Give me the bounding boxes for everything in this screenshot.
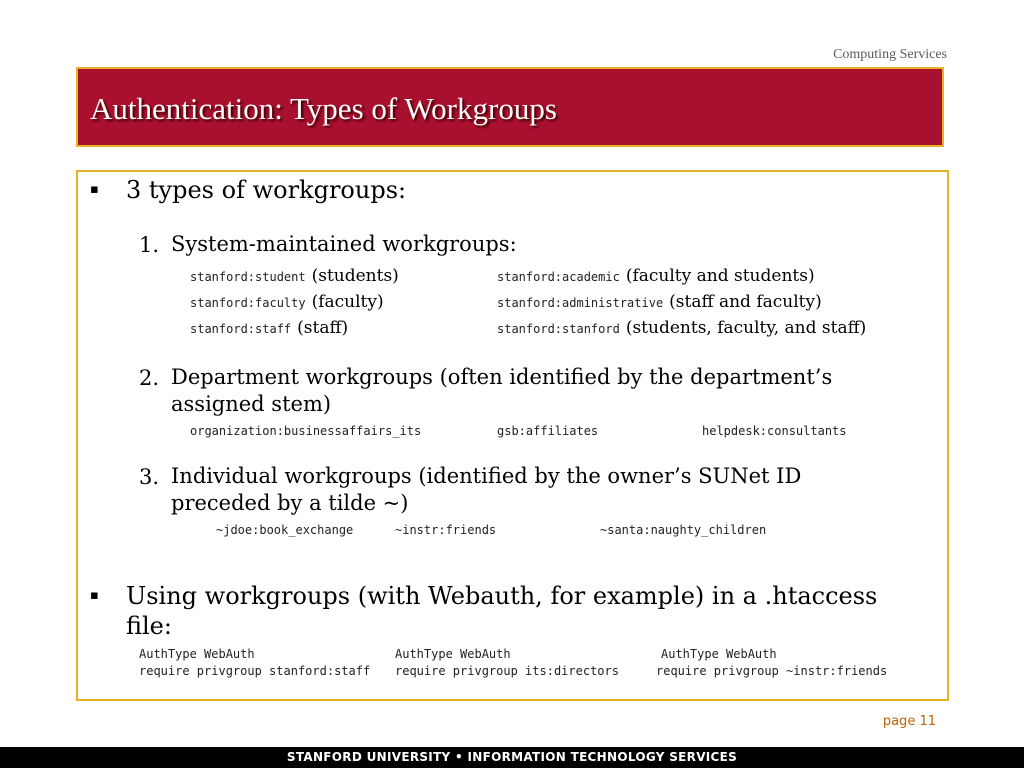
footer-banner-text: STANFORD UNIVERSITY • INFORMATION TECHNOLOGY SERVICES — [286, 750, 738, 764]
group-code: stanford:staff — [190, 322, 292, 336]
group-row — [497, 266, 815, 286]
bullet-marker-1: ▪ — [90, 182, 99, 197]
htaccess-line: require privgroup its:directors — [395, 664, 619, 678]
individual-example: ~jdoe:book_exchange — [216, 523, 354, 537]
group-desc: (staff) — [297, 318, 349, 338]
item-1-heading: System-maintained workgroups: — [171, 232, 517, 256]
htaccess-line: require privgroup stanford:staff — [139, 664, 371, 678]
individual-example: ~instr:friends — [395, 523, 497, 537]
department-example: organization:businessaffairs_its — [190, 424, 422, 438]
bullet-marker-2: ▪ — [90, 588, 99, 603]
group-row — [497, 292, 822, 312]
bullet-2-text-line1: Using workgroups (with Webauth, for example) in a .htaccess — [126, 582, 878, 610]
department-example: gsb:affiliates — [497, 424, 599, 438]
bullet-2-text-line2: file: — [126, 612, 172, 640]
brand-label: Computing Services — [833, 47, 947, 62]
htaccess-line: require privgroup ~instr:friends — [656, 664, 888, 678]
footer-banner — [0, 747, 1024, 768]
htaccess-line: AuthType WebAuth — [139, 647, 255, 661]
group-code: stanford:academic — [497, 270, 620, 284]
item-3-heading-line2: preceded by a tilde ~) — [171, 491, 409, 515]
item-2-heading-line1: Department workgroups (often identified by the department’s — [171, 365, 833, 389]
item-3-heading-line1: Individual workgroups (identified by the owner’s SUNet ID — [171, 464, 802, 488]
item-1-number: 1. — [139, 233, 160, 257]
content-box — [76, 170, 949, 701]
htaccess-line: AuthType WebAuth — [661, 647, 777, 661]
group-desc: (faculty) — [311, 292, 384, 312]
group-desc: (staff and faculty) — [669, 292, 822, 312]
group-code: stanford:student — [190, 270, 306, 284]
htaccess-line: AuthType WebAuth — [395, 647, 511, 661]
group-desc: (faculty and students) — [625, 266, 815, 286]
group-code: stanford:stanford — [497, 322, 620, 336]
slide-title: Authentication: Types of Workgroups — [90, 91, 557, 126]
group-desc: (students, faculty, and staff) — [625, 318, 867, 338]
group-desc: (students) — [311, 266, 399, 286]
group-row — [190, 318, 348, 338]
group-code: stanford:faculty — [190, 296, 306, 310]
individual-example: ~santa:naughty_children — [600, 523, 767, 537]
department-example: helpdesk:consultants — [702, 424, 847, 438]
group-code: stanford:administrative — [497, 296, 664, 310]
item-2-number: 2. — [139, 366, 160, 390]
page-number: page 11 — [882, 714, 936, 729]
group-row — [190, 266, 399, 286]
group-row — [497, 318, 866, 338]
bullet-1-text: 3 types of workgroups: — [126, 176, 407, 204]
item-2-heading-line2: assigned stem) — [171, 392, 332, 416]
item-3-number: 3. — [139, 465, 160, 489]
group-row — [190, 292, 384, 312]
title-bar — [76, 67, 944, 147]
